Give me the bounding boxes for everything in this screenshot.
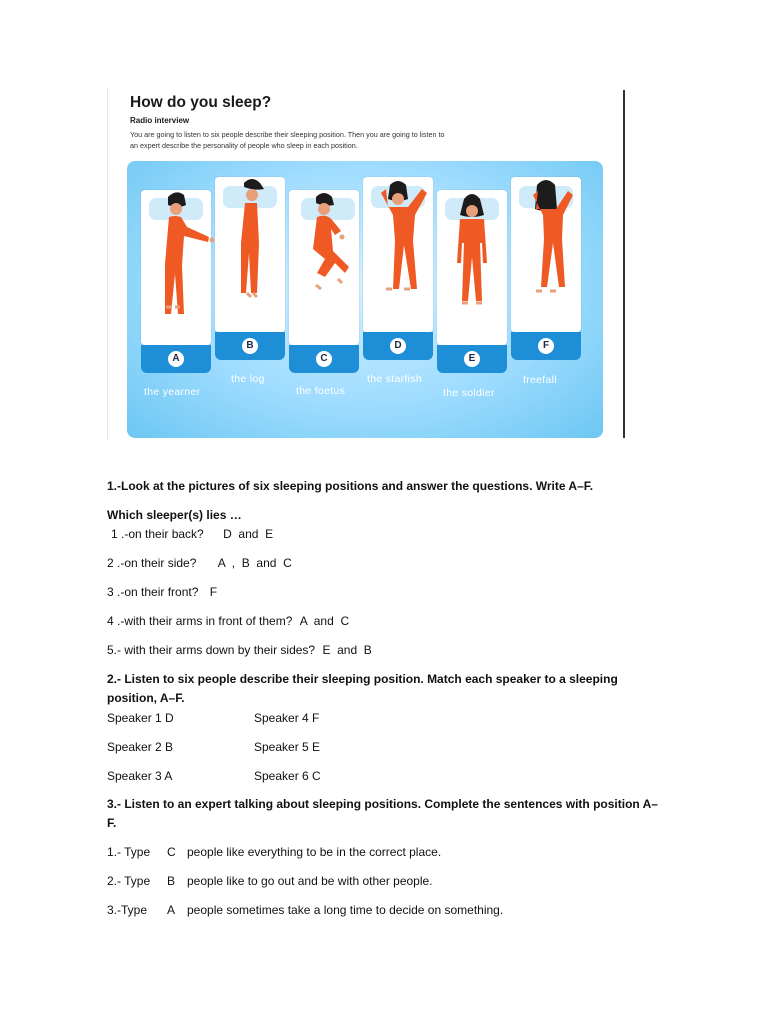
s3-item-3-num: 3.-Type [107,903,148,917]
figure-title: How do you sleep? [130,94,272,111]
s3-item-1 [107,845,441,859]
s3-item-2-text: people like to go out and be with other people. [187,874,433,888]
q3-answer: F [209,585,218,599]
name-b: the log [231,373,265,385]
s3-item-1-num: 1.- Type [107,845,151,859]
s3-item-1-answer: C [167,845,176,859]
section1-lead: Which sleeper(s) lies … [107,508,242,522]
s3-item-3 [107,903,503,917]
sleeper-b-figure [223,179,277,297]
q4-question: 4 .-with their arms in front of them? [107,614,293,628]
q4-answer: A and C [299,614,350,628]
name-f: freefall [523,374,557,386]
q4-row [107,614,349,628]
letter-b: B [242,338,258,354]
s3-item-3-text: people sometimes take a long time to decide on something. [187,903,504,917]
section2-heading-line2: position, A–F. [107,691,185,705]
section3-heading-line2: F. [107,816,117,830]
speaker-3: Speaker 3 A [107,769,173,783]
letter-f: F [538,338,554,354]
letter-a: A [168,351,184,367]
q5-row [107,643,372,657]
q1-row [111,527,273,541]
name-e: the soldier [443,387,495,399]
letter-e: E [464,351,480,367]
letter-d: D [390,338,406,354]
q2-question: 2 .-on their side? [107,556,197,570]
q1-answer: D and E [223,527,274,541]
sleeper-c-figure [301,193,355,289]
q1-question: 1 .-on their back? [111,527,204,541]
speaker-1: Speaker 1 D [107,711,174,725]
figure-intro-text: You are going to listen to six people describe their sleeping position. Then you are going to listen to an expert describe the personality of people who sleep in each position. [130,130,445,150]
name-d: the starfish [367,373,422,385]
s3-item-2-answer: B [167,874,176,888]
sleeper-d-figure [371,181,427,289]
figure-subtitle: Radio interview [130,116,190,125]
q3-question: 3 .-on their front? [107,585,199,599]
speaker-2: Speaker 2 B [107,740,174,754]
positions-panel [127,161,603,438]
q5-answer: E and B [322,643,372,657]
section3-heading-line1: 3.- Listen to an expert talking about sleeping positions. Complete the sentences with position A– [107,797,658,811]
name-c: the foetus [296,385,346,397]
sleeper-e-figure [445,194,499,303]
name-a: the yearner [144,386,201,398]
speaker-4: Speaker 4 F [254,711,320,725]
sleepers-illustration [127,161,603,438]
s3-item-2 [107,874,433,888]
speaker-6: Speaker 6 C [254,769,321,783]
section1-heading: 1.-Look at the pictures of six sleeping positions and answer the questions. Write A–F. [107,479,594,493]
q2-row [107,556,292,570]
q3-row [107,585,217,599]
q5-question: 5.- with their arms down by their sides? [107,643,316,657]
sleeper-a-figure [149,192,215,314]
sleep-positions-figure [107,88,627,440]
sleeper-f-figure [519,180,573,291]
speaker-5: Speaker 5 E [254,740,321,754]
section2-heading-line1: 2.- Listen to six people describe their sleeping position. Match each speaker to a sleeping [107,672,618,686]
s3-item-3-answer: A [167,903,176,917]
s3-item-1-text: people like everything to be in the correct place. [187,845,442,859]
q2-answer: A , B and C [217,556,292,570]
letter-c: C [316,351,332,367]
s3-item-2-num: 2.- Type [107,874,151,888]
